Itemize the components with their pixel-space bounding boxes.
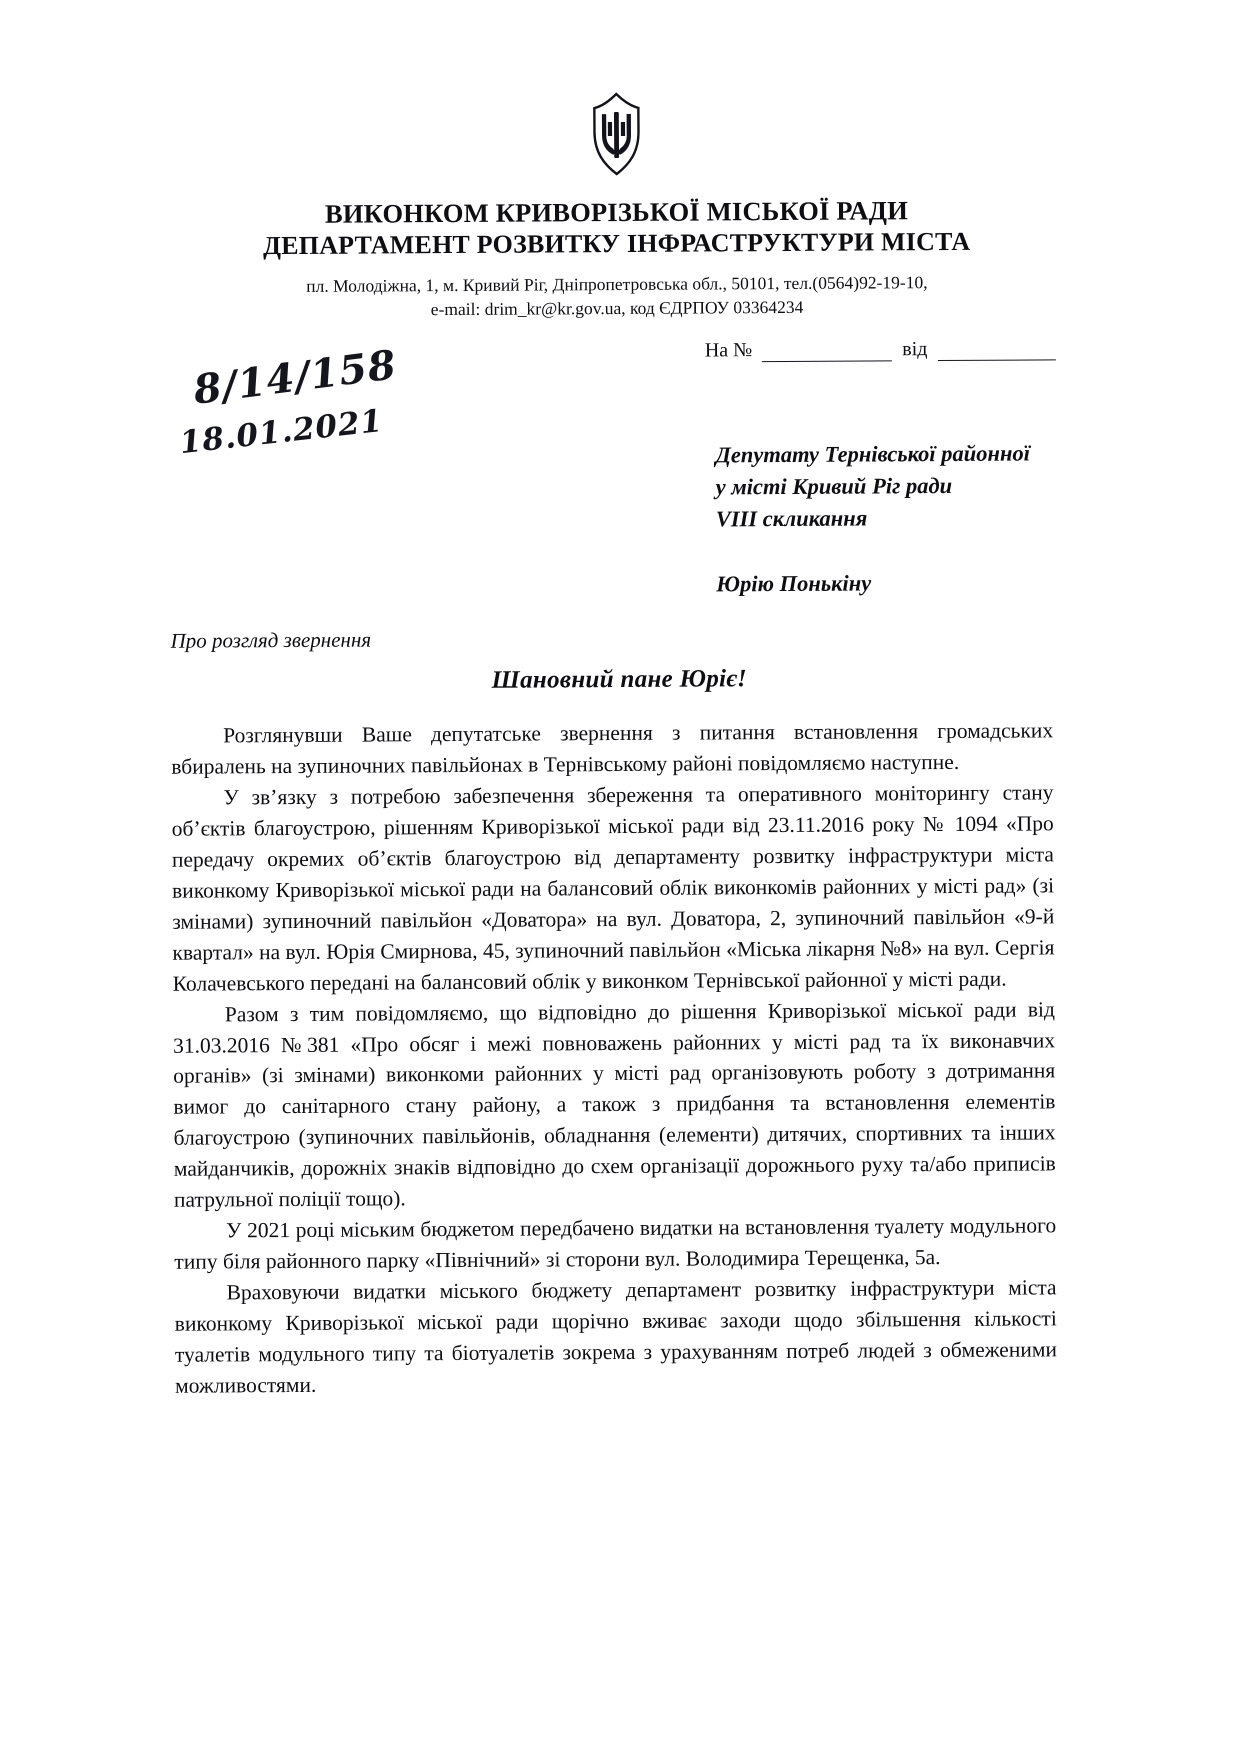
document-subject: Про розгляд звернення [170, 627, 372, 653]
contacts-address-line: пл. Молодіжна, 1, м. Кривий Ріг, Дніпропетровська обл., 50101, тел.(0564)92-19-10, [306, 272, 928, 296]
organization-line-1: ВИКОНКОМ КРИВОРІЗЬКОЇ МІСЬКОЇ РАДИ [324, 195, 909, 229]
addressee-line-1: Депутату Тернівської районної [715, 440, 1031, 468]
addressee-block [715, 437, 1186, 536]
contacts-email-line: e-mail: drim_kr@kr.gov.ua, код ЄДРПОУ 03364234 [430, 297, 804, 320]
organization-contacts [0, 268, 1238, 324]
body-paragraph: У 2021 році міським бюджетом передбачено видатки на встановлення туалету модульного типу біля районного парку «Північний» зі сторони вул. Володимира Терещенка, 5а. [174, 1213, 1057, 1274]
document-body [171, 715, 1057, 1401]
reference-line [705, 337, 1056, 362]
organization-header [0, 192, 1237, 264]
handwritten-registration-number: 8/14/158 [190, 341, 400, 414]
body-paragraph: У зв’язку з потребою забезпечення збереження та оперативного моніторингу стану об’єктів благоустрою, рішенням Криворізької міської ради від 23.11.2016 року № 1094 «Про передачу окремих об’єктів благоустрою від департаменту розвитку інфраструктури міста виконкому Криворізької міської ради на балансовий облік виконкомів районних у місті рад» (зі змінами) зупиночний павільйон «Доватора» на вул. Доватора, 2, зупиночний павільйон «9-й квартал» на вул. Юрія Смирнова, 45, зупиночний павільйон «Міська лікарня №8» на вул. Сергія Колачевського передані на балансовий облік у виконком Тернівської районної у місті ради. [171, 780, 1055, 996]
body-paragraph: Розглянувши Ваше депутатське звернення з питання встановлення громадських вбиралень на зупиночних павільйонах в Тернівському районі повідомляємо наступне. [171, 718, 1054, 779]
handwritten-registration-date: 18.01.2021 [177, 402, 385, 462]
addressee-name: Юрію Понькіну [716, 570, 872, 597]
addressee-line-3: VIII скликання [715, 505, 868, 532]
ukraine-trident-icon [585, 92, 648, 176]
reference-date-field[interactable] [937, 358, 1055, 361]
reference-incoming-label: На № [704, 339, 753, 362]
body-paragraph: Враховуючи видатки міського бюджету департамент розвитку інфраструктури міста виконкому Криворізької міської ради щорічно вживає заходи щодо збільшення кількості туалетів модульного типу та біотуалетів зокрема з урахуванням потреб людей з обмеженими можливостями. [174, 1275, 1058, 1398]
organization-line-2: ДЕПАРТАМЕНТ РОЗВИТКУ ІНФРАСТРУКТУРИ МІСТА [262, 227, 971, 261]
addressee-line-2: у місті Кривий Ріг ради [715, 472, 953, 500]
reference-date-label: від [902, 338, 928, 361]
body-paragraph: Разом з тим повідомляємо, що відповідно до рішення Криворізької міської ради від 31.03.2016 №381 «Про обсяг і межі повноважень районних у місті рад та їх виконавчих органів» (зі змінами) виконкоми районних у місті рад організовують роботу з дотримання вимог до санітарного стану району, а також з придбання та встановлення елементів благоустрою (зупиночних павільйонів, обладнання (елементи) дитячих, спортивних та інших майданчиків, дорожніх знаків відповідно до схем організації дорожнього руху та/або приписів патрульної поліції тощо). [172, 996, 1056, 1213]
emblem-container [0, 88, 1237, 185]
reference-incoming-field[interactable] [762, 359, 892, 362]
salutation: Шановний пане Юріє! [491, 665, 748, 694]
